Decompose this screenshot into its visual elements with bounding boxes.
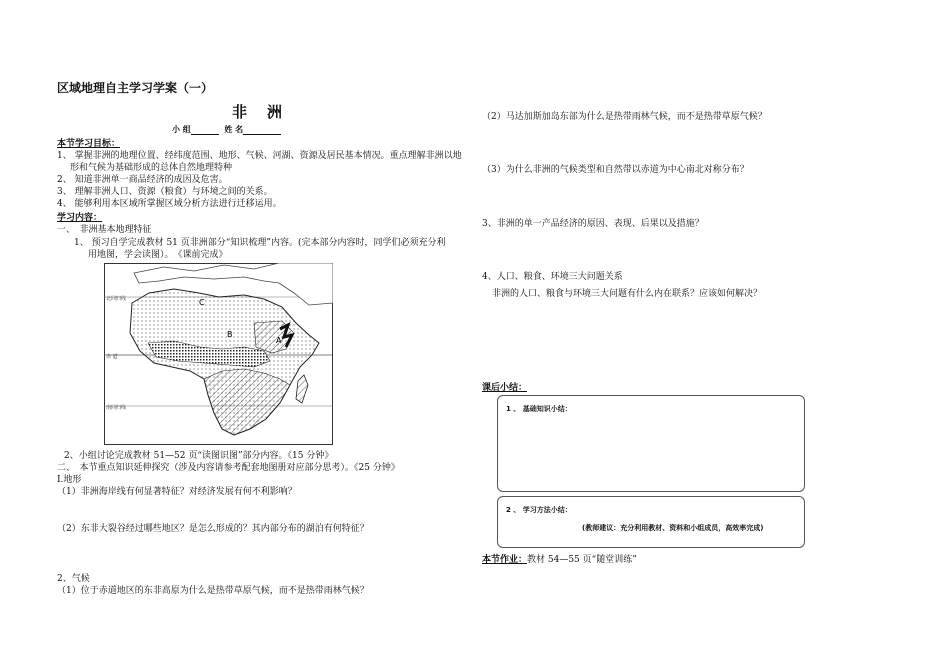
teacher-suggestion: (教师建议：充分利用教材、资料和小组成员，高效率完成) xyxy=(582,524,764,532)
method-summary-box[interactable] xyxy=(497,496,805,548)
group-label: 小 组 xyxy=(172,124,191,134)
page-title: 非洲 xyxy=(232,103,303,121)
question: （2）东非大裂谷经过哪些地区？是怎么形成的？其内部分布的湖泊有何特征？ xyxy=(57,524,369,534)
task-item: 用地图，学会读图）。 《课前完成》 xyxy=(88,250,228,260)
svg-text:北回归线: 北回归线 xyxy=(106,296,127,302)
question: （1）位于赤道地区的东非高原为什么是热带草原气候，而不是热带雨林气候？ xyxy=(57,586,369,596)
subsection-heading: I.地形 xyxy=(57,475,82,485)
africa-map xyxy=(104,263,333,445)
document-title: 区域地理自主学习学案（一） xyxy=(57,81,214,95)
method-summary-label: 2 、 学习方法小结： xyxy=(506,506,572,514)
task-item: 1、 预习自学完成教材 51 页非洲部分“知识梳理”内容。(完本部分内容时，同学们必须充分利 xyxy=(74,238,446,248)
question: 4、人口、粮食、环境三大问题关系 xyxy=(482,272,623,282)
svg-text:赤 道: 赤 道 xyxy=(106,354,118,360)
group-blank[interactable] xyxy=(191,125,219,135)
knowledge-summary-box[interactable] xyxy=(497,395,805,492)
summary-heading: 课后小结： xyxy=(482,383,528,393)
group-name-line xyxy=(172,124,281,135)
map-label-c: C xyxy=(199,298,205,307)
question: （1）非洲海岸线有何显著特征？对经济发展有何不利影响？ xyxy=(57,487,297,497)
objective-item: 3、 理解非洲人口、资源（粮食）与环境之间的关系。 xyxy=(57,187,273,197)
objective-item: 形和气候为基础形成的总体自然地理特种 xyxy=(70,163,233,173)
objective-item: 4、 能够利用本区域所掌握区域分析方法进行迁移运用。 xyxy=(57,199,282,209)
map-label-a: A xyxy=(276,336,282,345)
knowledge-summary-label: 1 、 基础知识小结： xyxy=(506,405,572,413)
map-label-b: B xyxy=(227,330,233,339)
question: （2）马达加斯加岛东部为什么是热带雨林气候，而不是热带草原气候？ xyxy=(482,112,767,122)
subsection-heading: 2、气候 xyxy=(57,574,90,584)
homework-line xyxy=(482,554,637,566)
section-heading: 一、 非洲基本地理特征 xyxy=(57,225,152,235)
question: 非洲的人口、粮食与环境三大问题有什么内在联系？应该如何解决？ xyxy=(492,289,763,299)
homework-text: 教材 54—55 页“随堂训练” xyxy=(527,555,637,565)
content-heading: 学习内容： xyxy=(57,213,103,223)
svg-text:南回归线: 南回归线 xyxy=(106,405,127,411)
objective-item: 2、 知道非洲单一商品经济的成因及危害。 xyxy=(57,175,228,185)
homework-label: 本节作业： xyxy=(482,555,528,565)
name-label: 姓 名 xyxy=(224,124,244,134)
name-blank[interactable] xyxy=(243,125,281,135)
objective-item: 1、 掌握非洲的地理位置、经纬度范围、地形、气候、河湖、资源及居民基本情况。重点理解非洲以地 xyxy=(57,151,462,161)
objectives-heading: 本节学习目标： xyxy=(57,139,121,149)
question: 3、非洲的单一产品经济的原因、表现、后果以及措施？ xyxy=(482,219,704,229)
section-heading: 二、 本节重点知识延伸探究（涉及内容请参考配套地图册对应部分思考）。《25 分钟》 xyxy=(57,463,400,473)
task-item: 2、小组讨论完成教材 51—52 页“读图识图”部分内容。《15 分钟》 xyxy=(64,451,334,461)
question: （3）为什么非洲的气候类型和自然带以赤道为中心南北对称分布？ xyxy=(482,165,749,175)
africa-map-figure xyxy=(104,263,333,445)
